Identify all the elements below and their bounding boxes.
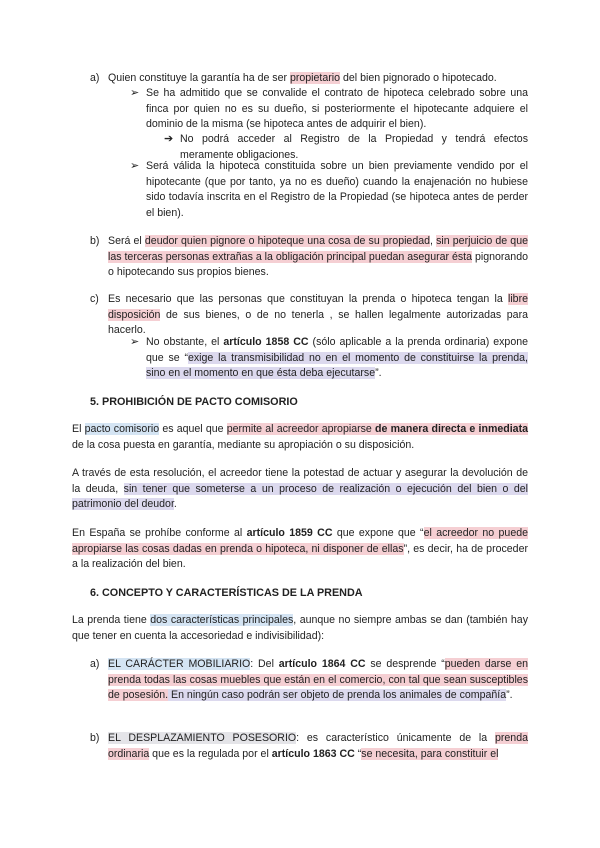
section-5-paragraph-1: El pacto comisorio es aquel que permite al acreedor apropiarse de manera directa e inmediata de la cosa puesta en garantía, mediante su apropiación o su disposición.: [72, 423, 528, 451]
item-b-text: Será el deudor quien pignore o hipoteque una cosa de su propiedad, sin perjuicio de que las terceras personas extrañas a la obligación principal puedan asegurar ésta pignorando o hipotecando sus propios bienes.: [108, 235, 528, 278]
section-6-paragraph-1: La prenda tiene dos características principales, aunque no siempre ambas se dan (también hay que tener en cuenta la accesoriedad e indivisibilidad):: [72, 614, 528, 642]
list-marker-c: c): [90, 293, 99, 305]
section-6-item-a: EL CARÁCTER MOBILIARIO: Del artículo 1864 CC se desprende “pueden darse en prenda todas las cosas muebles que están en el comercio, con tal que sean susceptibles de posesión. En ningún caso podrán ser objeto de prenda los animales de compañía”.: [108, 658, 528, 701]
item-a-text: Quien constituye la garantía ha de ser propietario del bien pignorado o hipotecado.: [108, 72, 497, 84]
item-a-sub1: Se ha admitido que se convalide el contrato de hipoteca celebrado sobre una finca por quien no es su dueño, si posteriormente el hipotecante adquiere el dominio de la misma (se hipoteca antes de adquirir el bien).: [146, 87, 528, 130]
bullet-icon: ➢: [130, 87, 140, 99]
section-6-marker-a: a): [90, 658, 100, 670]
section-6-heading: 6. CONCEPTO Y CARACTERÍSTICAS DE LA PRENDA: [90, 587, 363, 599]
bullet-icon: ➢: [130, 336, 140, 348]
section-5-paragraph-3: En España se prohíbe conforme al artículo 1859 CC que expone que “el acreedor no puede apropiarse las cosas dadas en prenda o hipoteca, ni disponer de ellas”, es decir, ha de proceder a la realización del bien.: [72, 527, 528, 570]
section-6-item-b: EL DESPLAZAMIENTO POSESORIO: es característico únicamente de la prenda ordinaria que es la regulada por el artículo 1863 CC “se necesita, para constituir el: [108, 732, 528, 760]
item-c-sub1: No obstante, el artículo 1858 CC (sólo aplicable a la prenda ordinaria) expone que se “exige la transmisibilidad no en el momento de constituirse la prenda, sino en el momento en que ésta deba ejecutarse”.: [146, 336, 528, 379]
section-6-marker-b: b): [90, 732, 100, 744]
item-a-sub2: Será válida la hipoteca constituida sobre un bien previamente vendido por el hipotecante (que por tanto, ya no es dueño) cuando la enajenación no hubiese sido todavía inscrita en el Registro de la Propiedad (se hipoteca antes de perder el bien).: [146, 160, 528, 219]
arrow-right-icon: ➔: [164, 133, 174, 145]
section-5-paragraph-2: A través de esta resolución, el acreedor tiene la potestad de actuar y asegurar la devolución de la deuda, sin tener que someterse a un proceso de realización o ejecución del bien o del patrimonio del deudor.: [72, 467, 528, 510]
list-marker-a: a): [90, 72, 100, 84]
list-marker-b: b): [90, 235, 100, 247]
bullet-icon: ➢: [130, 160, 140, 172]
section-5-heading: 5. PROHIBICIÓN DE PACTO COMISORIO: [90, 396, 298, 408]
item-c-text: Es necesario que las personas que constituyan la prenda o hipoteca tengan la libre disposición de sus bienes, o de no tenerla , se hallen legalmente autorizadas para hacerlo.: [108, 293, 528, 336]
item-a-subsub1: No podrá acceder al Registro de la Propiedad y tendrá efectos meramente obligaciones.: [180, 133, 528, 161]
